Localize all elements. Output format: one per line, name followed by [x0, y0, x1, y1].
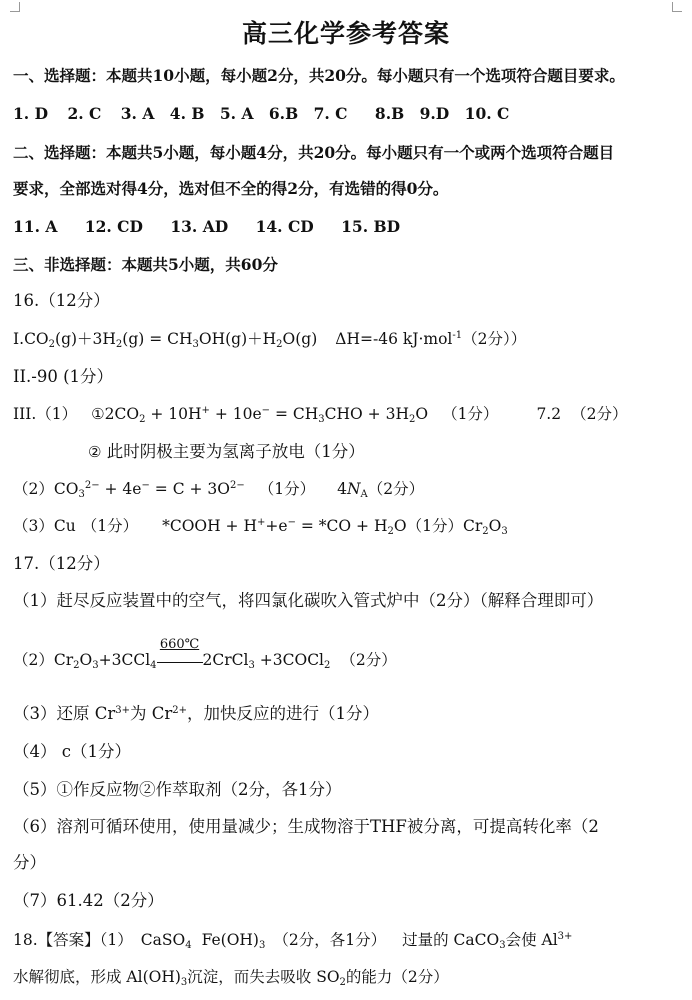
q16-part-iii-2: ② 此时阴极主要为氢离子放电（1分） — [88, 442, 365, 461]
q16-i-score: （2分）） — [462, 330, 527, 348]
q16-iii-label: III.（1） — [13, 405, 78, 423]
answer-9: 9.D — [419, 104, 450, 123]
q16-part-3: （3）Cu （1分） *COOH + $H^++e^- = *CO + H_2O(1$分）$Cr_2O_3$ — [13, 517, 508, 537]
q16-p2-label: （2） — [13, 480, 54, 498]
answer-13: 13. AD — [170, 217, 229, 236]
q16-iii-1-value-score: （2分） — [571, 405, 628, 423]
answer-8: 8.B — [374, 104, 405, 123]
section3-header: 三、非选择题：本题共5小题，共60分 — [13, 255, 278, 274]
reaction-temperature: 660℃ — [159, 637, 200, 652]
answer-4: 4. B — [169, 104, 205, 123]
q17-p2-score: （2分） — [340, 651, 397, 669]
q16-iii-1-value: 7.2 — [536, 405, 562, 423]
q16-part-iii-1: III.（1） $①2CO_2 + 10H^+ + 10e^- = CH_3CHO + 3H_2O$ （1分） 7.2 （2分） — [13, 405, 628, 425]
q17-heading: 17.（12分） — [13, 554, 110, 573]
answer-6: 6.B — [268, 104, 299, 123]
q17-part-2: $(2)Cr_2O_3+3CCl_4$ 660℃ 2CrCl$_3$ +3COCl$_2$ （2分） — [13, 648, 686, 674]
answer-3: 3. A — [120, 104, 155, 123]
answer-1: 1. D — [13, 104, 49, 123]
q17-part-6-line1: （6）溶剂可循环使用，使用量减少；生成物溶于THF被分离，可提高转化率（2 — [13, 817, 599, 836]
section2-answers — [13, 215, 686, 239]
section1-header: 一、选择题：本题共10小题，每小题2分，共20分。每小题只有一个选项符合题目要求。 — [13, 66, 625, 85]
q16-heading: 16.（12分） — [13, 291, 110, 310]
q16-i-label: I. — [13, 330, 25, 348]
q16-p3-score: （1分） — [81, 517, 139, 535]
q16-p2-score: （1分） — [258, 480, 316, 498]
page-corner-mark-left — [10, 2, 20, 12]
section1-answers — [13, 102, 686, 126]
q16-p2-value-score: （2分） — [367, 480, 425, 498]
page-corner-mark-right — [672, 2, 682, 12]
q17-part-6-line2: 分） — [13, 853, 46, 872]
q18-heading: 18.【答案】（1） — [13, 931, 133, 949]
answer-5: 5. A — [219, 104, 254, 123]
q16-p3-score2: （1分） — [406, 517, 463, 535]
q16-part-ii: II.-90 (1分） — [13, 367, 114, 386]
answer-11: 11. A — [13, 217, 58, 236]
answer-10: 10. C — [464, 104, 510, 123]
answer-2: 2. C — [67, 104, 102, 123]
answer-12: 12. CD — [84, 217, 143, 236]
q16-iii-2-text: 此时阴极主要为氢离子放电（1分） — [106, 442, 365, 461]
answer-15: 15. BD — [341, 217, 401, 236]
q16-part-2: $(2)CO_3^{2-} + 4e^- = C + 3O^{2-}$ （1分） $4N_A(2$分） — [13, 480, 425, 500]
q17-part-5: （5）①作反应物②作萃取剂（2分，各1分） — [13, 780, 342, 799]
q18-line1: 18.【答案】（1） CaSO$_4$ $Fe(OH)_3$ （2分，各1分） 过量的 CaCO$_3$会使 $Al^{3+}$ — [13, 931, 573, 951]
q17-p2-label: （2） — [13, 651, 54, 669]
section2-header-line2: 要求，全部选对得4分，选对但不全的得2分，有选错的得0分。 — [13, 179, 449, 198]
answer-14: 14. CD — [255, 217, 314, 236]
q17-part-4: （4） c（1分） — [13, 742, 131, 761]
section2-header-line1: 二、选择题：本题共5小题，每小题4分，共20分。每小题只有一个或两个选项符合题目 — [13, 143, 615, 162]
q16-p3-label: （3）Cu — [13, 517, 76, 535]
q16-iii-1-score: （1分） — [442, 405, 499, 423]
page-title: 高三化学参考答案 — [241, 19, 450, 48]
q17-part-3: （3）还原 $Cr^{3+}$为 $Cr^{2+}$，加快反应的进行（1分） — [13, 704, 380, 723]
q16-part-i: $I.CO_2(g)+3H_2(g) = CH_3OH(g)+H_2O(g)$ ΔH=-46 kJ·mol$^{-1}$（2分）） — [13, 330, 527, 350]
answer-7: 7. C — [313, 104, 348, 123]
q17-part-7: （7）61.42（2分） — [13, 891, 164, 910]
q17-part-1: （1）赶尽反应装置中的空气，将四氯化碳吹入管式炉中（2分）（解释合理即可） — [13, 591, 604, 610]
reaction-condition — [157, 637, 203, 674]
q18-line2: 水解彻底，形成 $Al(OH)_3$沉淀，而失去吸收 $SO_2$的能力（2分） — [13, 968, 449, 988]
